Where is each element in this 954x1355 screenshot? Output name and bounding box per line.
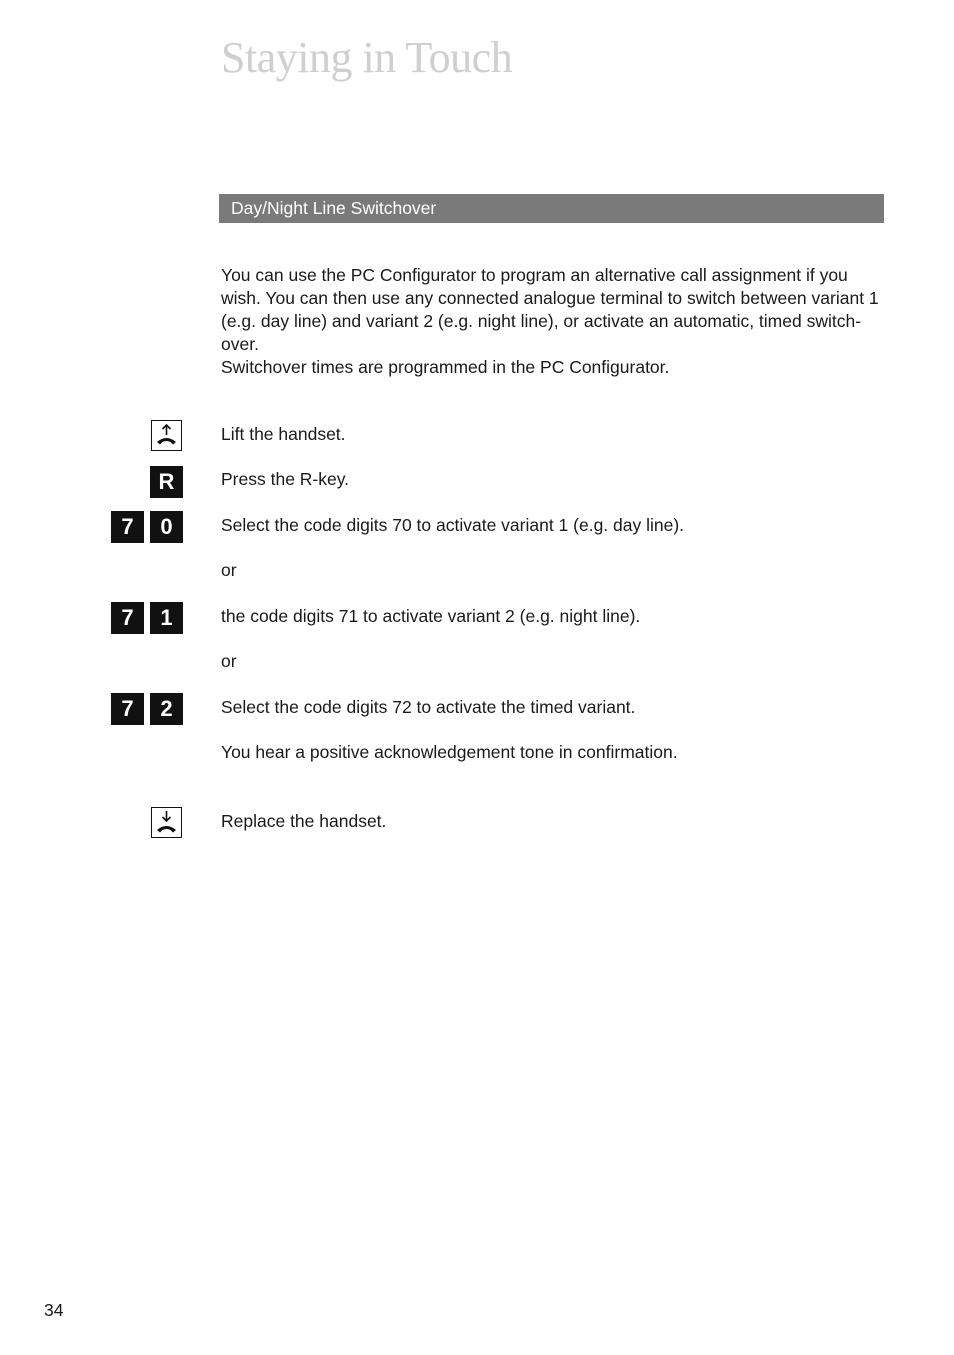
- replace-handset-icon: [151, 807, 182, 838]
- lift-handset-icon: [151, 420, 182, 451]
- intro-paragraph: Switchover times are programmed in the PC Configurator.: [221, 357, 670, 377]
- step-variant-1: Select the code digits 70 to activate variant 1 (e.g. day line).: [221, 515, 685, 535]
- digit-key-7: 7: [111, 511, 144, 543]
- step-timed-variant: Select the code digits 72 to activate the timed variant.: [221, 697, 636, 717]
- step-lift-handset: Lift the handset.: [221, 424, 346, 444]
- section-heading: Day/Night Line Switchover: [219, 194, 884, 223]
- or-separator: or: [221, 651, 237, 671]
- digit-key-0: 0: [150, 511, 183, 543]
- or-separator: or: [221, 560, 237, 580]
- digit-key-2: 2: [150, 693, 183, 725]
- digit-key-1: 1: [150, 602, 183, 634]
- digit-key-7: 7: [111, 602, 144, 634]
- page-number: 34: [44, 1300, 64, 1320]
- chapter-title: Staying in Touch: [221, 33, 513, 82]
- step-confirmation: You hear a positive acknowledgement tone in confirmation.: [221, 742, 678, 762]
- step-press-r-key: Press the R-key.: [221, 469, 350, 489]
- step-variant-2: the code digits 71 to activate variant 2 (e.g. night line).: [221, 606, 641, 626]
- step-replace-handset: Replace the handset.: [221, 811, 387, 831]
- intro-paragraph: You can use the PC Configurator to program an alternative call assignment if you wish. You can then use any connected analogue terminal to switch between variant 1 (e.g. day line) and variant 2 (e.g. night line), or activate an automatic, timed switch-over.: [221, 265, 879, 354]
- digit-key-7: 7: [111, 693, 144, 725]
- r-key: R: [150, 466, 183, 498]
- intro-text: [221, 264, 881, 379]
